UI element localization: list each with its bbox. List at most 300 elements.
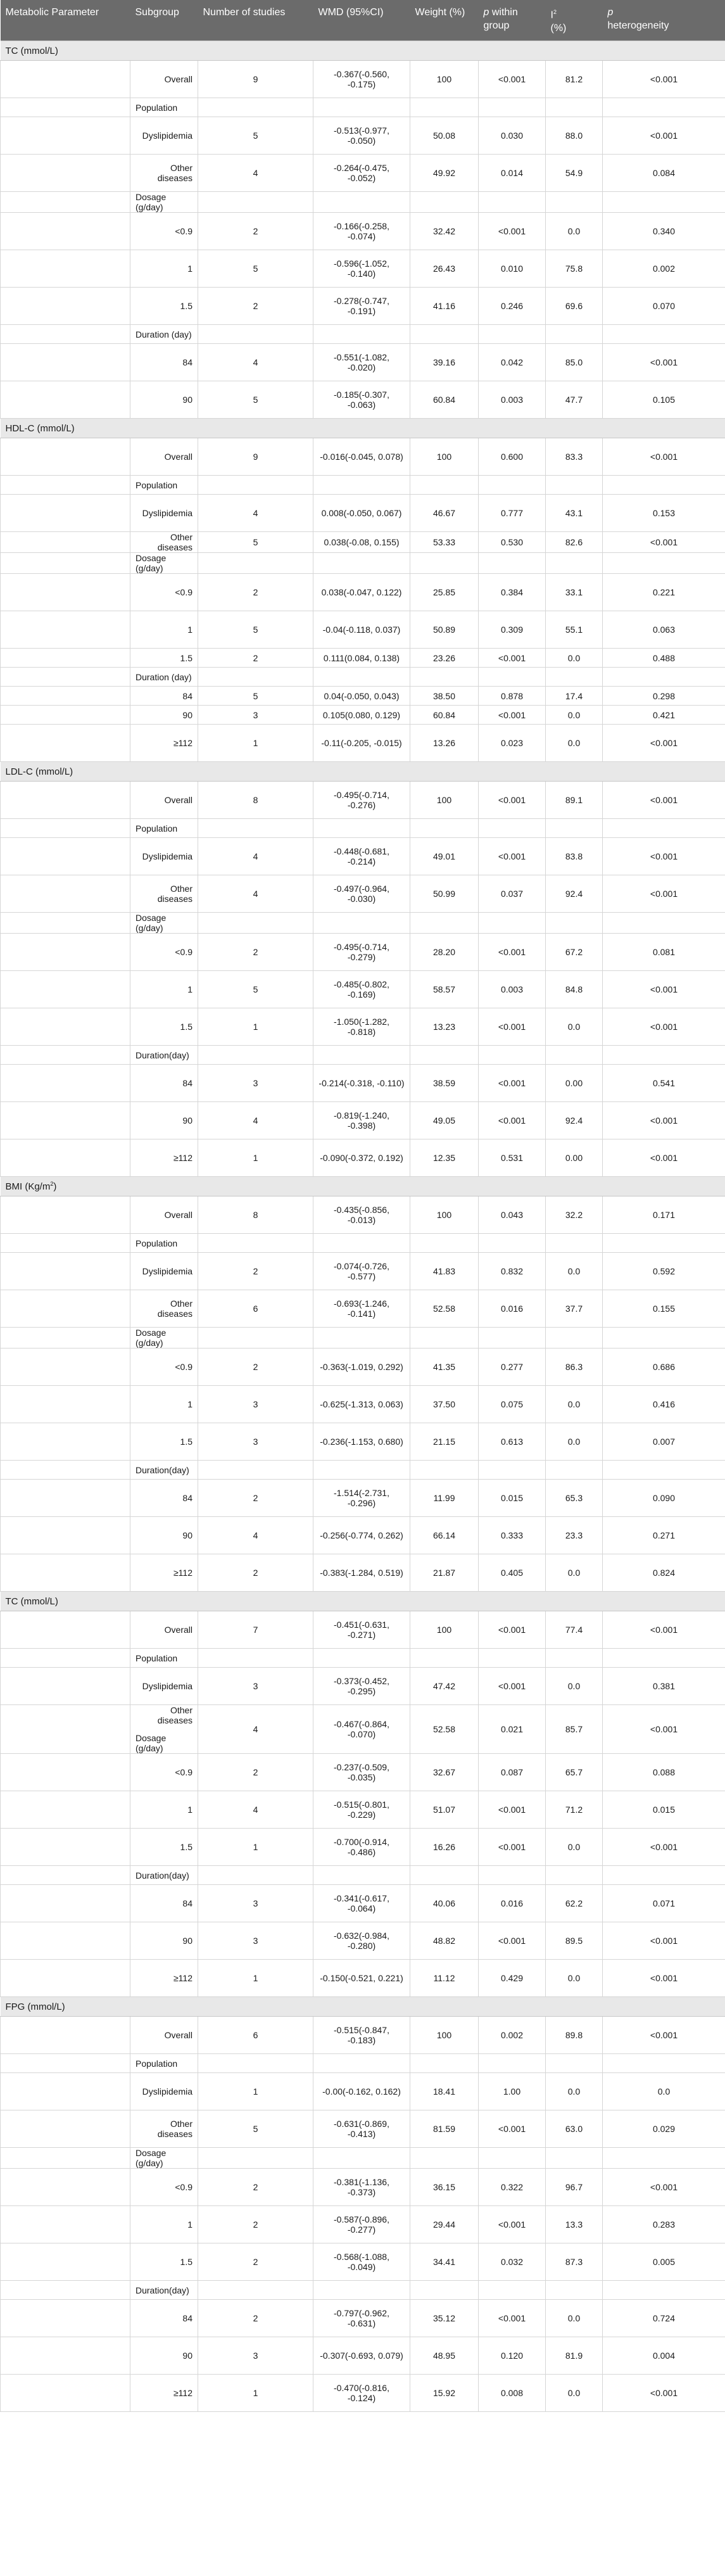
table-row — [1, 1480, 725, 1517]
wmd-cell: -0.632(-0.984, -0.280) — [313, 1922, 410, 1960]
studies-cell: 4 — [198, 495, 313, 532]
wmd-cell: -0.485(-0.802, -0.169) — [313, 971, 410, 1008]
weight-cell: 58.57 — [410, 971, 479, 1008]
wmd-cell — [313, 1234, 410, 1253]
subgroup-label-row — [1, 192, 725, 213]
subgroup-category-label: Duration (day) — [130, 325, 198, 344]
weight-cell — [410, 1461, 479, 1480]
weight-cell: 29.44 — [410, 2206, 479, 2243]
param-cell — [1, 1791, 130, 1829]
table-row — [1, 1705, 725, 1754]
i2-cell — [546, 668, 603, 687]
p-within-cell — [479, 1649, 546, 1668]
p-het-cell: <0.001 — [603, 2169, 725, 2206]
wmd-cell — [313, 192, 410, 213]
subgroup-cell: 1.5 — [130, 288, 198, 325]
weight-cell: 100 — [410, 438, 479, 476]
wmd-cell — [313, 1328, 410, 1348]
section-title-text: HDL-C (mmol/L) — [5, 422, 75, 434]
weight-cell: 11.12 — [410, 1960, 479, 1997]
subgroup-label-row — [1, 1328, 725, 1348]
subgroup-cell: 84 — [130, 687, 198, 706]
p-het-cell: <0.001 — [603, 1008, 725, 1046]
weight-cell: 81.59 — [410, 2110, 479, 2148]
param-cell — [1, 668, 130, 687]
param-cell — [1, 934, 130, 971]
studies-cell — [198, 553, 313, 574]
param-cell — [1, 706, 130, 725]
table-row — [1, 2110, 725, 2148]
i2-cell: 77.4 — [546, 1611, 603, 1649]
table-row — [1, 1829, 725, 1866]
table-row — [1, 155, 725, 192]
header-i2 — [546, 0, 603, 41]
weight-cell — [410, 1649, 479, 1668]
wmd-cell: -0.150(-0.521, 0.221) — [313, 1960, 410, 1997]
studies-cell — [198, 1866, 313, 1885]
weight-cell: 50.08 — [410, 117, 479, 155]
param-cell — [1, 1139, 130, 1177]
param-cell — [1, 1517, 130, 1554]
p-het-cell: 0.004 — [603, 2337, 725, 2375]
p-het-cell: 0.081 — [603, 934, 725, 971]
wmd-cell: -0.264(-0.475, -0.052) — [313, 155, 410, 192]
subgroup-cell: Overall — [130, 1196, 198, 1234]
wmd-cell: 0.105(0.080, 0.129) — [313, 706, 410, 725]
weight-cell: 52.58 — [410, 1705, 479, 1754]
p-het-cell — [603, 668, 725, 687]
i2-cell — [546, 2281, 603, 2300]
p-within-cell: 0.016 — [479, 1290, 546, 1328]
p-within-cell: 0.777 — [479, 495, 546, 532]
param-cell — [1, 1290, 130, 1328]
wmd-cell — [313, 1649, 410, 1668]
wmd-cell: -0.513(-0.977, -0.050) — [313, 117, 410, 155]
section-title — [1, 1177, 725, 1196]
p-het-cell: 0.488 — [603, 649, 725, 668]
p-within-cell: <0.001 — [479, 934, 546, 971]
i2-cell: 92.4 — [546, 875, 603, 913]
subgroup-cell: 1 — [130, 1791, 198, 1829]
section-title — [1, 41, 725, 61]
section-header-row — [1, 419, 725, 438]
param-cell — [1, 1649, 130, 1668]
studies-cell — [198, 1328, 313, 1348]
studies-cell: 2 — [198, 1554, 313, 1592]
weight-cell: 66.14 — [410, 1517, 479, 1554]
p-within-cell: 0.003 — [479, 381, 546, 419]
subgroup-label-row — [1, 553, 725, 574]
i2-cell: 0.0 — [546, 1960, 603, 1997]
section-title-text: TC (mmol/L) — [5, 45, 58, 56]
param-cell — [1, 1386, 130, 1423]
studies-cell: 1 — [198, 2375, 313, 2412]
i2-cell: 83.3 — [546, 438, 603, 476]
i2-cell: 33.1 — [546, 574, 603, 611]
i2-cell: 83.8 — [546, 838, 603, 875]
param-cell — [1, 611, 130, 649]
p-within-cell: 0.021 — [479, 1705, 546, 1754]
table-row — [1, 1960, 725, 1997]
header-weight: Weight (%) — [410, 0, 479, 41]
weight-cell: 41.35 — [410, 1348, 479, 1386]
i2-cell: 84.8 — [546, 971, 603, 1008]
param-cell — [1, 687, 130, 706]
table-row — [1, 381, 725, 419]
i2-cell: 0.0 — [546, 2073, 603, 2110]
section-title — [1, 419, 725, 438]
p-within-cell: <0.001 — [479, 1008, 546, 1046]
p-within-cell: 0.008 — [479, 2375, 546, 2412]
subgroup-label-row — [1, 2281, 725, 2300]
studies-cell — [198, 1649, 313, 1668]
wmd-cell: -0.237(-0.509, -0.035) — [313, 1754, 410, 1791]
p-het-cell: 0.298 — [603, 687, 725, 706]
param-cell — [1, 2073, 130, 2110]
wmd-cell: -0.383(-1.284, 0.519) — [313, 1554, 410, 1592]
weight-cell — [410, 2054, 479, 2073]
wmd-cell: -0.214(-0.318, -0.110) — [313, 1065, 410, 1102]
weight-cell: 40.06 — [410, 1885, 479, 1922]
p-het-cell: 0.070 — [603, 288, 725, 325]
wmd-cell: -0.256(-0.774, 0.262) — [313, 1517, 410, 1554]
wmd-cell: -0.04(-0.118, 0.037) — [313, 611, 410, 649]
table-row — [1, 1102, 725, 1139]
i2-cell: 0.00 — [546, 1139, 603, 1177]
p-within-cell: 0.530 — [479, 532, 546, 553]
param-cell — [1, 325, 130, 344]
p-het-cell — [603, 2281, 725, 2300]
param-cell — [1, 2243, 130, 2281]
subgroup-cell: 84 — [130, 2300, 198, 2337]
table-row — [1, 1754, 725, 1791]
p-het-cell — [603, 325, 725, 344]
p-het-cell: 0.002 — [603, 250, 725, 288]
p-within-cell: 0.429 — [479, 1960, 546, 1997]
i2-cell — [546, 1046, 603, 1065]
subgroup-cell: Overall — [130, 1611, 198, 1649]
p-het-cell: <0.001 — [603, 1705, 725, 1754]
subgroup-label-row — [1, 1234, 725, 1253]
p-within-cell: 0.333 — [479, 1517, 546, 1554]
p-het-cell: 0.155 — [603, 1290, 725, 1328]
table-row — [1, 1253, 725, 1290]
i2-cell: 17.4 — [546, 687, 603, 706]
subgroup-label-row — [1, 1046, 725, 1065]
weight-cell — [410, 819, 479, 838]
wmd-cell: 0.038(-0.08, 0.155) — [313, 532, 410, 553]
studies-cell: 2 — [198, 1348, 313, 1386]
p-het-cell — [603, 913, 725, 934]
p-het-cell: 0.007 — [603, 1423, 725, 1461]
wmd-cell: -0.467(-0.864, -0.070) — [313, 1705, 410, 1754]
table-row — [1, 495, 725, 532]
subgroup-cell: Dyslipidemia — [130, 117, 198, 155]
subgroup-cell: Other diseases — [130, 875, 198, 913]
weight-cell: 34.41 — [410, 2243, 479, 2281]
p-het-cell: 0.541 — [603, 1065, 725, 1102]
p-het-cell: <0.001 — [603, 971, 725, 1008]
header-p-within-text: within group — [483, 7, 518, 31]
i2-cell: 0.0 — [546, 1668, 603, 1705]
p-within-cell: 0.075 — [479, 1386, 546, 1423]
p-within-cell: 0.043 — [479, 1196, 546, 1234]
table-body — [1, 41, 725, 2412]
subgroup-category-label: Population — [130, 476, 198, 495]
weight-cell: 13.26 — [410, 725, 479, 762]
i2-cell — [546, 819, 603, 838]
studies-cell — [198, 2281, 313, 2300]
studies-cell: 9 — [198, 438, 313, 476]
studies-cell: 2 — [198, 649, 313, 668]
p-het-cell: 0.824 — [603, 1554, 725, 1592]
param-cell — [1, 2300, 130, 2337]
subgroup-label-row — [1, 325, 725, 344]
section-header-row — [1, 41, 725, 61]
p-het-cell: <0.001 — [603, 1102, 725, 1139]
p-within-cell: 0.037 — [479, 875, 546, 913]
param-cell — [1, 913, 130, 934]
subgroup-cell: 84 — [130, 344, 198, 381]
table-row — [1, 1065, 725, 1102]
wmd-cell: -0.278(-0.747, -0.191) — [313, 288, 410, 325]
wmd-cell: -0.074(-0.726, -0.577) — [313, 1253, 410, 1290]
subgroup-cell: 90 — [130, 706, 198, 725]
table-row — [1, 706, 725, 725]
wmd-cell — [313, 819, 410, 838]
subgroup-cell: Other diseases — [130, 1290, 198, 1328]
subgroup-cell: 1 — [130, 250, 198, 288]
subgroup-cell: 90 — [130, 1102, 198, 1139]
subgroup-cell: 1.5 — [130, 649, 198, 668]
subgroup-cell: 84 — [130, 1065, 198, 1102]
header-row — [1, 0, 725, 41]
wmd-cell: -0.495(-0.714, -0.276) — [313, 782, 410, 819]
i2-cell: 32.2 — [546, 1196, 603, 1234]
studies-cell: 5 — [198, 532, 313, 553]
studies-cell: 2 — [198, 934, 313, 971]
wmd-cell: -0.693(-1.246, -0.141) — [313, 1290, 410, 1328]
studies-cell: 5 — [198, 971, 313, 1008]
wmd-cell — [313, 325, 410, 344]
table-row — [1, 250, 725, 288]
param-cell — [1, 98, 130, 117]
table-row — [1, 2337, 725, 2375]
i2-cell: 62.2 — [546, 1885, 603, 1922]
wmd-cell — [313, 668, 410, 687]
p-het-cell: 0.015 — [603, 1791, 725, 1829]
weight-cell: 47.42 — [410, 1668, 479, 1705]
header-subgroup: Subgroup — [130, 0, 198, 41]
table-row — [1, 1554, 725, 1592]
p-het-cell — [603, 1461, 725, 1480]
p-within-cell — [479, 2148, 546, 2169]
weight-cell: 23.26 — [410, 649, 479, 668]
i2-cell: 0.00 — [546, 1065, 603, 1102]
weight-cell — [410, 476, 479, 495]
section-title — [1, 762, 725, 782]
wmd-cell — [313, 476, 410, 495]
i2-cell: 54.9 — [546, 155, 603, 192]
i2-cell: 89.1 — [546, 782, 603, 819]
i2-cell — [546, 553, 603, 574]
param-cell — [1, 532, 130, 553]
p-het-cell: 0.153 — [603, 495, 725, 532]
subgroup-category-label: Population — [130, 2054, 198, 2073]
studies-cell — [198, 1461, 313, 1480]
p-het-cell: 0.592 — [603, 1253, 725, 1290]
p-het-cell: 0.105 — [603, 381, 725, 419]
param-cell — [1, 649, 130, 668]
param-cell — [1, 2054, 130, 2073]
p-within-cell: 0.014 — [479, 155, 546, 192]
wmd-cell: -0.700(-0.914, -0.486) — [313, 1829, 410, 1866]
p-het-cell: 0.090 — [603, 1480, 725, 1517]
param-cell — [1, 344, 130, 381]
i2-cell: 0.0 — [546, 1423, 603, 1461]
table-row — [1, 782, 725, 819]
header-p-heterogeneity — [603, 0, 725, 41]
weight-cell: 41.16 — [410, 288, 479, 325]
p-het-cell — [603, 98, 725, 117]
param-cell — [1, 495, 130, 532]
i2-cell: 96.7 — [546, 2169, 603, 2206]
table-row — [1, 1517, 725, 1554]
p-het-cell: <0.001 — [603, 2017, 725, 2054]
studies-cell: 4 — [198, 1791, 313, 1829]
p-within-cell — [479, 98, 546, 117]
weight-cell: 49.92 — [410, 155, 479, 192]
table-row — [1, 288, 725, 325]
p-het-cell: <0.001 — [603, 1960, 725, 1997]
subgroup-cell: 1 — [130, 1386, 198, 1423]
header-i2-sup: 2 — [553, 9, 557, 15]
param-cell — [1, 1461, 130, 1480]
wmd-cell — [313, 913, 410, 934]
studies-cell — [198, 2148, 313, 2169]
wmd-cell: -0.11(-0.205, -0.015) — [313, 725, 410, 762]
weight-cell — [410, 1234, 479, 1253]
p-within-cell — [479, 913, 546, 934]
p-within-cell: <0.001 — [479, 1668, 546, 1705]
weight-cell: 53.33 — [410, 532, 479, 553]
wmd-cell: -0.470(-0.816, -0.124) — [313, 2375, 410, 2412]
weight-cell: 46.67 — [410, 495, 479, 532]
subgroup-cell: <0.9 — [130, 1348, 198, 1386]
weight-cell: 37.50 — [410, 1386, 479, 1423]
i2-cell: 0.0 — [546, 213, 603, 250]
param-cell — [1, 574, 130, 611]
subgroup-category-label: Population — [130, 98, 198, 117]
section-header-row — [1, 762, 725, 782]
wmd-cell — [313, 1461, 410, 1480]
param-cell — [1, 155, 130, 192]
weight-cell: 32.67 — [410, 1754, 479, 1791]
weight-cell: 16.26 — [410, 1829, 479, 1866]
wmd-cell: -0.185(-0.307, -0.063) — [313, 381, 410, 419]
i2-cell: 75.8 — [546, 250, 603, 288]
table-row — [1, 438, 725, 476]
studies-cell: 3 — [198, 1386, 313, 1423]
table-row — [1, 611, 725, 649]
section-header-row — [1, 1997, 725, 2017]
weight-cell — [410, 325, 479, 344]
p-within-cell — [479, 2054, 546, 2073]
wmd-cell: -0.515(-0.801, -0.229) — [313, 1791, 410, 1829]
param-cell — [1, 2148, 130, 2169]
i2-cell: 63.0 — [546, 2110, 603, 2148]
studies-cell: 2 — [198, 2169, 313, 2206]
studies-cell: 2 — [198, 1480, 313, 1517]
studies-cell: 4 — [198, 1517, 313, 1554]
p-het-cell — [603, 1328, 725, 1348]
i2-cell — [546, 325, 603, 344]
table-row — [1, 934, 725, 971]
table-row — [1, 1196, 725, 1234]
i2-cell: 13.3 — [546, 2206, 603, 2243]
subgroup-cell: 1 — [130, 971, 198, 1008]
p-within-cell: <0.001 — [479, 1829, 546, 1866]
subgroup-cell: 1 — [130, 2206, 198, 2243]
studies-cell: 1 — [198, 2073, 313, 2110]
p-within-cell: 0.309 — [479, 611, 546, 649]
wmd-cell: -0.373(-0.452, -0.295) — [313, 1668, 410, 1705]
studies-cell: 1 — [198, 1139, 313, 1177]
p-het-cell: <0.001 — [603, 438, 725, 476]
i2-cell: 85.7 — [546, 1705, 603, 1754]
p-het-cell: 0.029 — [603, 2110, 725, 2148]
p-het-cell: <0.001 — [603, 1829, 725, 1866]
header-p-italic: p — [483, 7, 489, 18]
i2-cell: 65.3 — [546, 1480, 603, 1517]
wmd-cell: -1.050(-1.282, -0.818) — [313, 1008, 410, 1046]
i2-cell: 85.0 — [546, 344, 603, 381]
studies-cell: 1 — [198, 1829, 313, 1866]
p-within-cell: <0.001 — [479, 213, 546, 250]
weight-cell: 38.59 — [410, 1065, 479, 1102]
param-cell — [1, 782, 130, 819]
studies-cell: 3 — [198, 2337, 313, 2375]
p-het-cell: 0.686 — [603, 1348, 725, 1386]
p-within-cell: <0.001 — [479, 706, 546, 725]
param-cell — [1, 1253, 130, 1290]
section-title — [1, 1997, 725, 2017]
weight-cell: 38.50 — [410, 687, 479, 706]
i2-cell — [546, 1328, 603, 1348]
wmd-cell — [313, 2148, 410, 2169]
p-het-cell: <0.001 — [603, 2375, 725, 2412]
p-het-cell: <0.001 — [603, 875, 725, 913]
studies-cell: 3 — [198, 1668, 313, 1705]
i2-cell — [546, 1234, 603, 1253]
param-cell — [1, 438, 130, 476]
section-title-text: BMI (Kg/m — [5, 1181, 51, 1193]
param-cell — [1, 1866, 130, 1885]
table-row — [1, 1290, 725, 1328]
wmd-cell: -0.551(-1.082, -0.020) — [313, 344, 410, 381]
p-within-cell: 0.832 — [479, 1253, 546, 1290]
subgroup-category-label: Dosage (g/day) — [130, 192, 198, 213]
studies-cell: 2 — [198, 1253, 313, 1290]
subgroup-cell: 84 — [130, 1480, 198, 1517]
p-within-cell: <0.001 — [479, 2110, 546, 2148]
subgroup-cell: <0.9 — [130, 213, 198, 250]
p-het-cell: <0.001 — [603, 838, 725, 875]
studies-cell: 3 — [198, 706, 313, 725]
subgroup-label-row — [1, 1866, 725, 1885]
subgroup-cell: Dyslipidemia — [130, 838, 198, 875]
param-cell — [1, 819, 130, 838]
